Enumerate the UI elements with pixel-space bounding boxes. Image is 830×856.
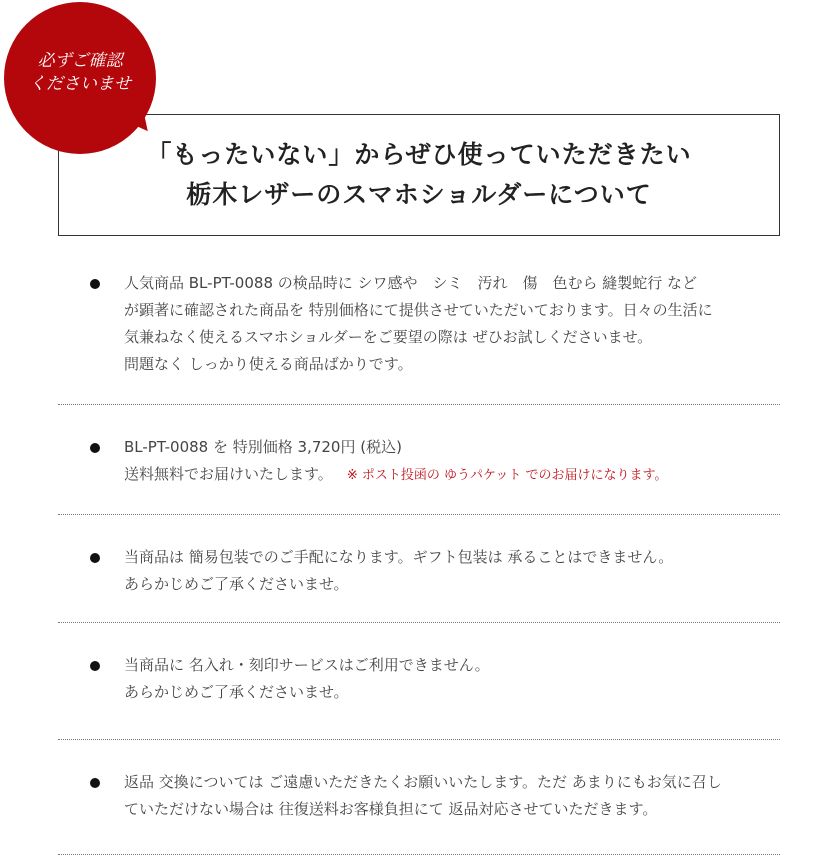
item-line: 人気商品 BL-PT-0088 の検品時に シワ感や シミ 汚れ 傷 色むら 縫製蛇行 など <box>124 274 698 292</box>
divider <box>58 404 780 405</box>
divider <box>58 854 780 855</box>
price-line: BL-PT-0088 を 特別価格 3,720円 (税込) <box>124 438 402 456</box>
divider <box>58 514 780 515</box>
bullet-icon <box>90 443 100 453</box>
item-line: が顕著に確認された商品を 特別価格にて提供させていただいております。日々の生活に <box>124 301 713 319</box>
item-line: あらかじめご了承くださいませ。 <box>124 575 349 593</box>
divider <box>58 622 780 623</box>
title-line-2: 栃木レザーのスマホショルダーについて <box>186 180 652 209</box>
bullet-icon <box>90 778 100 788</box>
item-line: 問題なく しっかり使える商品ばかりです。 <box>124 355 413 373</box>
bullet-icon <box>90 553 100 563</box>
item-line: あらかじめご了承くださいませ。 <box>124 683 349 701</box>
item-line: 当商品は 簡易包装でのご手配になります。ギフト包装は 承ることはできません。 <box>124 548 674 566</box>
shipping-text: 送料無料でお届けいたします。 <box>124 465 333 483</box>
divider <box>58 739 780 740</box>
notice-item-engraving <box>124 652 764 706</box>
shipping-line <box>124 461 764 489</box>
notice-badge-text <box>4 50 156 96</box>
bullet-icon <box>90 279 100 289</box>
notice-item-inspection <box>124 270 764 378</box>
notice-item-packaging <box>124 544 764 598</box>
notice-item-price <box>124 434 764 489</box>
item-line: 返品 交換については ご遠慮いただきたくお願いいたします。ただ あまりにもお気に召し <box>124 773 722 791</box>
title-box <box>58 114 780 236</box>
item-line: 当商品に 名入れ・刻印サービスはご利用できません。 <box>124 656 490 674</box>
badge-line-1: 必ずご確認 <box>37 51 123 71</box>
notice-item-returns <box>124 769 764 823</box>
shipping-note: ※ ポスト投函の ゆうパケット でのお届けになります。 <box>346 468 668 483</box>
item-line: ていただけない場合は 往復送料お客様負担にて 返品対応させていただきます。 <box>124 800 658 818</box>
badge-line-2: くださいませ <box>29 74 131 94</box>
title-line-1: 「もったいない」からぜひ使っていただきたい <box>146 140 692 169</box>
item-line: 気兼ねなく使えるスマホショルダーをご要望の際は ぜひお試しくださいませ。 <box>124 328 653 346</box>
bullet-icon <box>90 661 100 671</box>
